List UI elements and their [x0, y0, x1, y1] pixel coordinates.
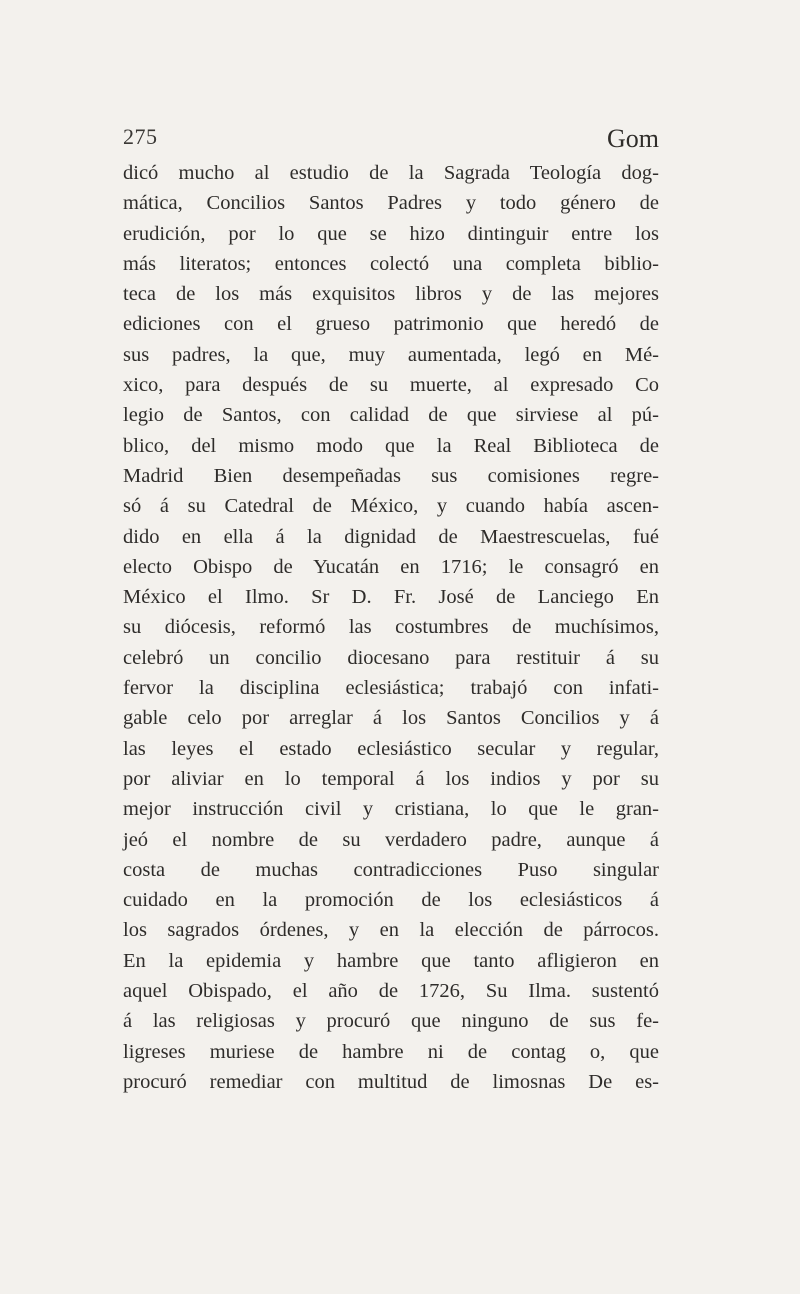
text-line: celebró un concilio diocesano para restituir á su — [123, 646, 659, 669]
text-line: En la epidemia y hambre que tanto afligieron en — [123, 949, 659, 972]
text-line: procuró remediar con multitud de limosnas De es- — [123, 1070, 659, 1093]
text-line: electo Obispo de Yucatán en 1716; le consagró en — [123, 555, 659, 578]
text-line: dicó mucho al estudio de la Sagrada Teología dog- — [123, 162, 659, 184]
body-text — [123, 158, 659, 1097]
text-line: teca de los más exquisitos libros y de las mejores — [123, 283, 659, 306]
text-line: ligreses muriese de hambre ni de contag o, que — [123, 1040, 659, 1063]
text-line: aquel Obispado, el año de 1726, Su Ilma. sustentó — [123, 980, 659, 1003]
text-line: México el Ilmo. Sr D. Fr. José de Lanciego En — [123, 586, 659, 609]
text-line: erudición, por lo que se hizo dintinguir entre los — [123, 222, 659, 245]
text-line: sus padres, la que, muy aumentada, legó en Mé- — [123, 343, 659, 366]
text-line: las leyes el estado eclesiástico secular y regular, — [123, 737, 659, 760]
page-number: 275 — [123, 124, 158, 149]
text-line: ediciones con el grueso patrimonio que heredó de — [123, 313, 659, 336]
text-line: cuidado en la promoción de los eclesiásticos á — [123, 889, 659, 912]
text-line: los sagrados órdenes, y en la elección de párrocos. — [123, 919, 659, 942]
text-line: fervor la disciplina eclesiástica; trabajó con infati- — [123, 677, 659, 700]
text-line: gable celo por arreglar á los Santos Concilios y á — [123, 707, 659, 730]
running-head: Gom — [607, 124, 659, 153]
text-line: mejor instrucción civil y cristiana, lo que le gran- — [123, 798, 659, 821]
text-line: costa de muchas contradicciones Puso singular — [123, 858, 659, 881]
text-line: por aliviar en lo temporal á los indios y por su — [123, 767, 659, 790]
text-line: su diócesis, reformó las costumbres de muchísimos, — [123, 616, 659, 639]
text-line: só á su Catedral de México, y cuando había ascen- — [123, 495, 659, 518]
text-line: blico, del mismo modo que la Real Biblioteca de — [123, 434, 659, 457]
text-line: más literatos; entonces colectó una completa biblio- — [123, 252, 659, 275]
text-line: xico, para después de su muerte, al expresado Co — [123, 374, 659, 397]
text-line: jeó el nombre de su verdadero padre, aunque á — [123, 828, 659, 851]
text-line: Madrid Bien desempeñadas sus comisiones regre- — [123, 464, 659, 487]
text-line: á las religiosas y procuró que ninguno de sus fe- — [123, 1010, 659, 1033]
page-header — [123, 124, 659, 156]
text-line: dido en ella á la dignidad de Maestrescuelas, fué — [123, 525, 659, 548]
text-line: legio de Santos, con calidad de que sirviese al pú- — [123, 404, 659, 427]
text-line: mática, Concilios Santos Padres y todo género de — [123, 192, 659, 215]
